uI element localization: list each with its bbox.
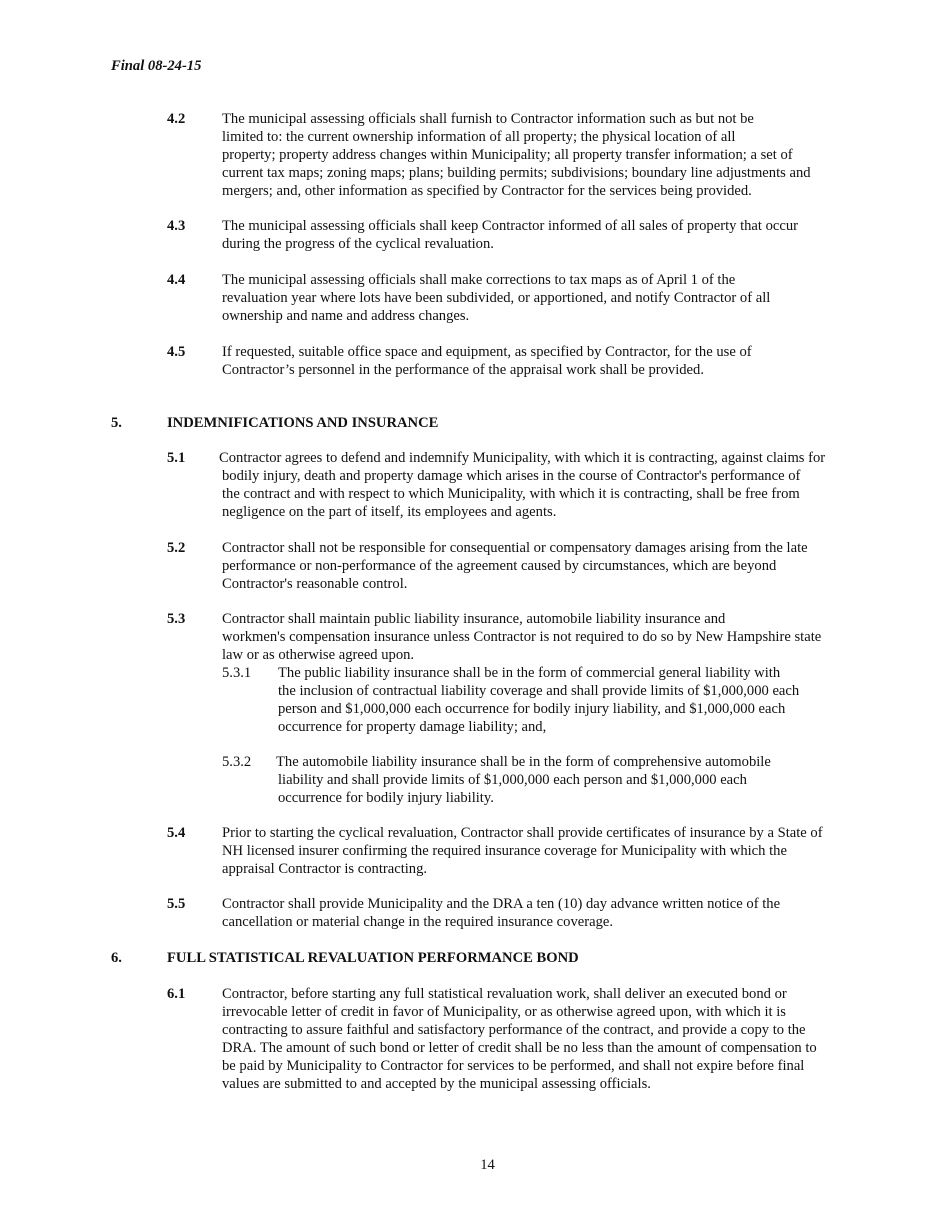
- subclause-number: 5.3.1: [222, 665, 252, 681]
- section-number: 5.: [111, 415, 122, 431]
- subclause-text: The public liability insurance shall be in the form of commercial general liability with the inclusion of contractual liability coverage and shall provide limits of $1,000,000 each person and $1,000,000 each occurrence for bodily injury liability, and $1,000,000 each occurrence for property damage liability; and,: [278, 665, 800, 735]
- clause-number: 5.1: [167, 450, 186, 466]
- section-title: FULL STATISTICAL REVALUATION PERFORMANCE BOND: [167, 950, 579, 966]
- clause-number: 4.3: [167, 218, 186, 234]
- clause-text: Contractor agrees to defend and indemnify Municipality, with which it is contracting, against claims for bodily injury, death and property damage which arises in the course of Contractor's performance of the contract and with respect to which Municipality, with which it is contracting, shall be free from negligence on the part of itself, its employees and agents.: [219, 450, 826, 520]
- clause-number: 4.2: [167, 111, 186, 127]
- subclause-number: 5.3.2: [222, 754, 252, 770]
- clause-number: 6.1: [167, 986, 186, 1002]
- page-number: 14: [480, 1157, 495, 1173]
- clause-text: Prior to starting the cyclical revaluation, Contractor shall provide certificates of insurance by a State of NH licensed insurer confirming the required insurance coverage for Municipality with which the appraisal Contractor is contracting.: [222, 825, 823, 877]
- clause-number: 5.5: [167, 896, 186, 912]
- clause-number: 4.4: [167, 272, 186, 288]
- section-title: INDEMNIFICATIONS AND INSURANCE: [167, 415, 439, 431]
- clause-text: Contractor shall provide Municipality and the DRA a ten (10) day advance written notice of the cancellation or material change in the required insurance coverage.: [222, 896, 781, 930]
- clause-text: Contractor shall not be responsible for consequential or compensatory damages arising from the late performance or non-performance of the agreement caused by circumstances, which are beyond Contractor's reasonable control.: [222, 540, 808, 592]
- clause-text: Contractor shall maintain public liability insurance, automobile liability insurance and workmen's compensation insurance unless Contractor is not required to do so by New Hampshire state law or as otherwise agreed upon.: [222, 611, 822, 663]
- clause-number: 4.5: [167, 344, 186, 360]
- clause-text: The municipal assessing officials shall make corrections to tax maps as of April 1 of the revaluation year where lots have been subdivided, or apportioned, and notify Contractor of all ownership and name and address changes.: [222, 272, 771, 324]
- section-number: 6.: [111, 950, 122, 966]
- clause-text: The municipal assessing officials shall keep Contractor informed of all sales of property that occur during the progress of the cyclical revaluation.: [222, 218, 799, 252]
- clause-number: 5.3: [167, 611, 186, 627]
- clause-number: 5.2: [167, 540, 186, 556]
- document-version-label: Final 08-24-15: [111, 58, 202, 74]
- clause-text: Contractor, before starting any full statistical revaluation work, shall deliver an executed bond or irrevocable letter of credit in favor of Municipality, or as otherwise agreed upon, with which it is contracting to assure faithful and satisfactory performance of the contract, and provide a copy to the DRA. The amount of such bond or letter of credit shall be no less than the amount of compensation to be paid by Municipality to Contractor for services to be performed, and shall not expire before final values are submitted to and accepted by the municipal assessing officials.: [222, 986, 817, 1092]
- clause-text: The municipal assessing officials shall furnish to Contractor information such as but not be limited to: the current ownership information of all property; the physical location of all property; property address changes within Municipality; all property transfer information; a set of current tax maps; zoning maps; plans; building permits; subdivisions; boundary line adjustments and mergers; and, other information as specified by Contractor for the services being provided.: [222, 111, 811, 199]
- clause-text: If requested, suitable office space and equipment, as specified by Contractor, for the use of Contractor’s personnel in the performance of the appraisal work shall be provided.: [222, 344, 752, 378]
- clause-number: 5.4: [167, 825, 186, 841]
- subclause-text: The automobile liability insurance shall be in the form of comprehensive automobile liability and shall provide limits of $1,000,000 each person and $1,000,000 each occurrence for bodily injury liability.: [276, 754, 771, 806]
